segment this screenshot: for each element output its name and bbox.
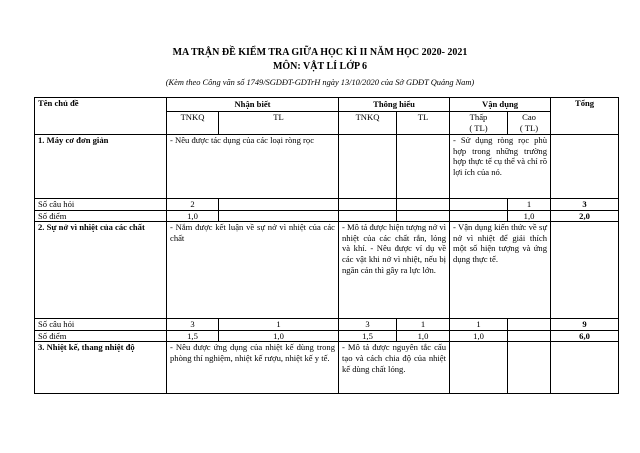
topic1-so-diem-nb-tnkq: 1,0	[167, 210, 219, 222]
topic2-so-cau-label: Số câu hỏi	[35, 319, 167, 331]
header-thong-hieu: Thông hiểu	[339, 98, 450, 112]
topic2-so-cau-th-tl: 1	[397, 319, 450, 331]
topic1-so-diem-label: Số điểm	[35, 210, 167, 222]
topic1-so-cau-nb-tnkq: 2	[167, 199, 219, 211]
topic1-so-cau-vd-cao: 1	[508, 199, 551, 211]
topic2-so-cau-nb-tl: 1	[219, 319, 339, 331]
header-tong: Tổng	[551, 98, 619, 135]
document-title: MA TRẬN ĐỀ KIỂM TRA GIỮA HỌC KÌ II NĂM HỌC 2020- 2021	[172, 47, 468, 58]
header-van-dung: Vận dụng	[450, 98, 551, 112]
topic2-nb-desc: - Nắm được kết luận về sự nở vì nhiệt của các chất	[167, 222, 339, 319]
header-th-tnkq: TNKQ	[339, 112, 397, 135]
topic1-so-cau-tong: 3	[551, 199, 619, 211]
topic2-name: 2. Sự nở vì nhiệt của các chất	[35, 222, 167, 319]
topic2-so-diem-th-tnkq: 1,5	[339, 330, 397, 342]
header-thap-sub: ( TL)	[469, 122, 488, 133]
matrix-table	[34, 97, 619, 394]
topic3-row	[35, 342, 619, 394]
header-nb-tl: TL	[219, 112, 339, 135]
topic1-th-tnkq	[339, 135, 397, 199]
topic2-so-cau-nb-tnkq: 3	[167, 319, 219, 331]
topic2-vd-desc: - Vận dụng kiến thức về sự nở vì nhiệt để giải thích một số hiện tượng và ứng dụng thực tế.	[450, 222, 551, 319]
topic2-so-diem-nb-tnkq: 1,5	[167, 330, 219, 342]
topic2-so-cau-vd-thap: 1	[450, 319, 508, 331]
header-row-1	[35, 98, 619, 112]
topic2-so-cau-row	[35, 319, 619, 331]
topic1-name: 1. Máy cơ đơn giản	[35, 135, 167, 199]
reference-note: (Kèm theo Công văn số 1749/SGDĐT-GDTrH ngày 13/10/2020 của Sở GDĐT Quảng Nam)	[165, 78, 475, 87]
topic3-nb-desc: - Nêu được ứng dụng của nhiệt kế dùng trong phòng thí nghiệm, nhiệt kế rượu, nhiệt kế y tế.	[167, 342, 339, 394]
topic2-so-diem-th-tl: 1,0	[397, 330, 450, 342]
topic3-name: 3. Nhiệt kế, thang nhiệt độ	[35, 342, 167, 394]
topic1-so-diem-row	[35, 210, 619, 222]
topic1-tong	[551, 135, 619, 199]
topic2-th-desc: - Mô tả được hiện tượng nở vì nhiệt của các chất rắn, lỏng và khí. - Nêu được ví dụ về các vật khi nở vì nhiệt, nếu bị ngăn cản thì gây ra lực lớn.	[339, 222, 450, 319]
topic2-tong	[551, 222, 619, 319]
topic2-so-cau-th-tnkq: 3	[339, 319, 397, 331]
header-cao-sub: ( TL)	[519, 122, 539, 133]
topic2-row	[35, 222, 619, 319]
topic2-so-diem-vd-thap: 1,0	[450, 330, 508, 342]
topic1-so-diem-vd-cao: 1,0	[508, 210, 551, 222]
topic1-vd-desc: - Sử dụng ròng rọc phù hợp trong những trường hợp thực tế cụ thể và chỉ rõ lợi ích của nó.	[450, 135, 551, 199]
topic1-so-cau-row	[35, 199, 619, 211]
header-topic: Tên chủ đề	[35, 98, 167, 135]
topic3-th-desc: - Mô tả được nguyên tắc cấu tạo và cách chia độ của nhiệt kế dùng chất lỏng.	[339, 342, 450, 394]
topic1-so-diem-tong: 2,0	[551, 210, 619, 222]
topic2-so-cau-tong: 9	[551, 319, 619, 331]
topic1-so-cau-label: Số câu hỏi	[35, 199, 167, 211]
topic2-so-diem-tong: 6,0	[551, 330, 619, 342]
header-cao-label: Cao	[522, 112, 536, 122]
header-thap-label: Thấp	[469, 112, 488, 122]
header-th-tl: TL	[397, 112, 450, 135]
topic1-th-tl	[397, 135, 450, 199]
topic1-row	[35, 135, 619, 199]
header-cao	[508, 112, 551, 135]
topic2-so-diem-row	[35, 330, 619, 342]
topic1-nb-desc: - Nêu được tác dụng của các loại ròng rọc	[167, 135, 339, 199]
topic2-so-diem-label: Số điểm	[35, 330, 167, 342]
header-thap	[450, 112, 508, 135]
topic3-tong	[551, 342, 619, 394]
subject-title: MÔN: VẬT LÍ LỚP 6	[272, 61, 368, 72]
topic2-so-diem-nb-tl: 1,0	[219, 330, 339, 342]
header-nb-tnkq: TNKQ	[167, 112, 219, 135]
header-nhan-biet: Nhận biết	[167, 98, 339, 112]
